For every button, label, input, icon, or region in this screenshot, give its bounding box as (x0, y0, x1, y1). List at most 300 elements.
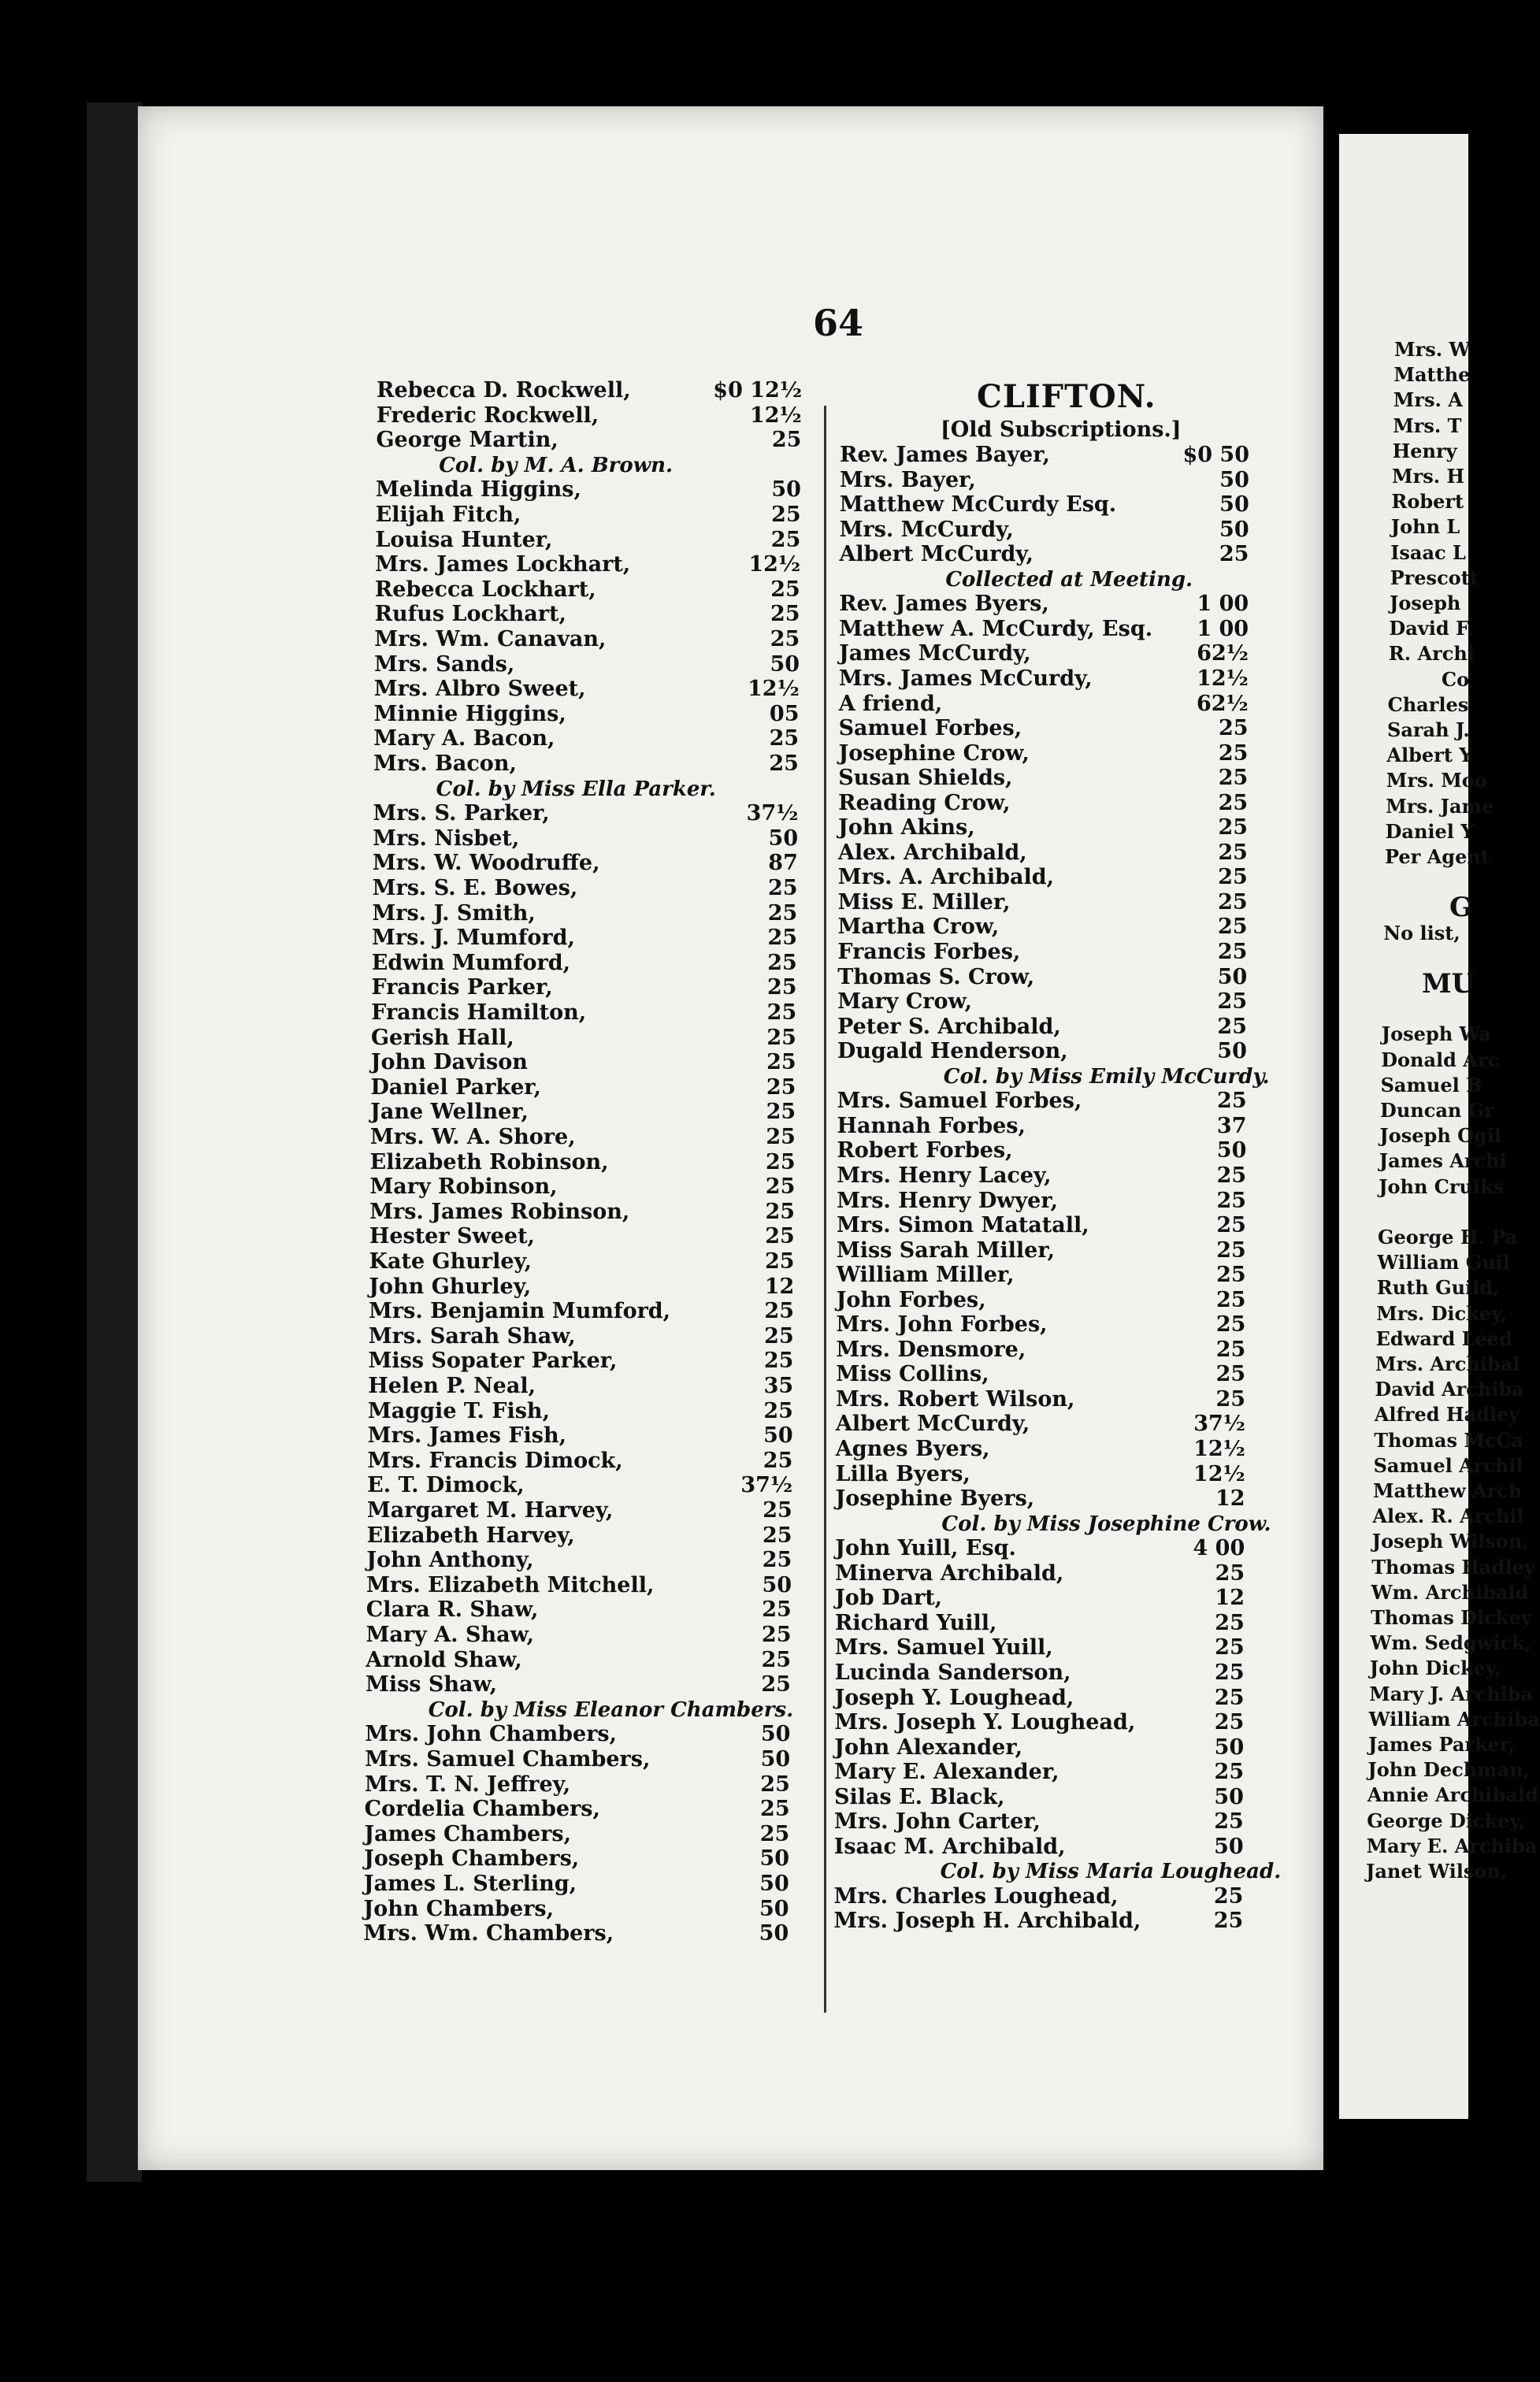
subscription-amount: 25 (771, 503, 801, 527)
subscriber-row (373, 751, 799, 777)
subscriber-name: Mrs. Charles Loughead, (833, 1883, 1119, 1909)
subscriber-name: Isaac M. Archibald, (833, 1834, 1066, 1859)
subscriber-row (366, 1597, 792, 1623)
subscription-amount: $0 50 (1182, 443, 1249, 467)
subscription-amount: 12 (1215, 1586, 1245, 1611)
subscription-amount: 25 (770, 527, 801, 552)
subscriber-name: Rebecca D. Rockwell, (377, 378, 631, 403)
subscription-amount: 25 (766, 1025, 796, 1050)
subscriber-name: Francis Hamilton, (371, 1000, 587, 1025)
subscriber-row (837, 1288, 1246, 1313)
next-page-text-fragment: Matthe (1393, 363, 1471, 387)
subscriber-row (833, 1909, 1243, 1934)
subscriber-name: Mrs. James Lockhart, (375, 552, 631, 577)
subscriber-name: Mrs. J. Mumford, (372, 926, 575, 951)
subscriber-name: Mrs. J. Smith, (372, 900, 536, 926)
subscriber-name: Louisa Hunter, (375, 527, 553, 552)
subscriber-row (835, 1660, 1245, 1686)
subscriber-name: Miss E. Miller, (837, 889, 1011, 915)
subscriber-name: Mrs. W. Woodruffe, (372, 851, 600, 876)
subscription-amount: 62½ (1197, 641, 1249, 666)
collector-label: Collected at Meeting. (945, 567, 1193, 592)
subscription-amount: 50 (762, 1572, 792, 1597)
subscriber-name: Mrs. Samuel Yuill, (834, 1635, 1053, 1660)
subscription-amount: 25 (1214, 1809, 1244, 1835)
subscriber-row (837, 1089, 1247, 1114)
subscriber-row (373, 851, 798, 876)
subscriber-row (838, 915, 1248, 940)
subscription-amount: 25 (1216, 1213, 1246, 1238)
subscription-amount: 25 (767, 950, 797, 975)
next-page-text-fragment: Janet Wilson, (1366, 1860, 1508, 1883)
subscriber-row (837, 1238, 1246, 1263)
next-page-text-fragment: John Dechman, (1367, 1758, 1530, 1782)
subscriber-row (838, 865, 1248, 890)
subscriber-name: Martha Crow, (837, 915, 1000, 940)
subscription-amount: 25 (760, 1772, 790, 1797)
collector-label: Col. by M. A. Brown. (439, 453, 674, 477)
subscriber-name: Mrs. Densmore, (836, 1337, 1026, 1362)
next-page-text-fragment: No list, (1383, 921, 1460, 944)
subscription-amount: 25 (1218, 840, 1248, 865)
subscriber-name: Gerish Hall, (370, 1025, 514, 1050)
next-page-text-fragment: Thomas Hadley (1371, 1555, 1535, 1579)
next-page-text-fragment: Donald Arc (1381, 1048, 1500, 1071)
subscriber-name: Mary Crow, (837, 989, 972, 1015)
subscription-amount: 25 (765, 1199, 796, 1224)
subscriber-name: Mrs. Francis Dimock, (367, 1448, 623, 1473)
next-page-text-fragment: Thomas McCa (1374, 1428, 1524, 1452)
next-page-text-fragment: Joseph (1390, 592, 1461, 614)
subscriber-name: Albert McCurdy, (839, 542, 1033, 567)
subscription-amount: 25 (1215, 1660, 1245, 1685)
subscriber-name: Mrs. S. E. Bowes, (372, 876, 578, 900)
next-page-text-fragment: John L (1390, 515, 1460, 539)
subscriber-row (366, 1623, 792, 1648)
subscription-amount: 25 (767, 900, 798, 926)
next-page-text-fragment: Prescott (1390, 566, 1479, 589)
subscriber-name: James McCurdy, (838, 641, 1031, 666)
next-page-text-fragment: Mary E. Archiba (1366, 1834, 1538, 1857)
next-page-text-fragment: Mrs. Jame (1386, 794, 1494, 818)
subscription-amount: 25 (1218, 766, 1249, 791)
next-page-text-fragment: Edward Leed (1375, 1326, 1512, 1350)
subscriber-row (372, 975, 797, 1000)
collector-label: Col. by Miss Emily McCurdy. (943, 1064, 1270, 1089)
subscriber-name: Mrs. Nisbet, (373, 826, 520, 851)
subscriber-name: William Miller, (836, 1263, 1015, 1288)
subscription-amount: 50 (768, 826, 799, 851)
subscriber-row (838, 766, 1248, 791)
subscriber-name: Thomas S. Crow, (837, 964, 1035, 989)
subscription-amount: 25 (1217, 915, 1248, 940)
subscription-amount: 50 (1219, 492, 1249, 518)
subscriber-name: Hester Sweet, (369, 1224, 535, 1249)
subscriber-row (834, 1710, 1244, 1735)
subscription-amount: 25 (1213, 1909, 1244, 1934)
subscriber-name: Matthew McCurdy Esq. (839, 492, 1117, 518)
subscriber-row (372, 926, 797, 951)
subscriber-name: Mrs. Bayer, (839, 467, 976, 492)
subscription-amount: 25 (759, 1821, 790, 1846)
subscriber-name: Mary Robinson, (369, 1174, 558, 1200)
subscription-amount: 37½ (746, 801, 799, 826)
subscriber-row (837, 940, 1247, 965)
subscriber-row (836, 1338, 1245, 1363)
subscription-amount: 25 (1218, 716, 1249, 741)
subscription-amount: 25 (761, 1647, 792, 1672)
subscriber-row (374, 627, 800, 652)
next-page-text-fragment: Robert (1391, 490, 1464, 514)
subscription-amount: 25 (1215, 1312, 1246, 1338)
next-page-text-fragment: Co (1442, 667, 1470, 691)
subscriber-name: Mrs. T. N. Jeffrey, (364, 1772, 571, 1797)
subscription-amount: 25 (769, 751, 799, 776)
subscriber-name: Francis Parker, (371, 975, 553, 1000)
next-page-text-fragment: George H. Pa (1378, 1226, 1518, 1249)
subscription-amount: 50 (759, 1921, 789, 1946)
subscriber-name: Josephine Crow, (838, 740, 1030, 766)
next-page-text-fragment: William Archiba (1368, 1707, 1540, 1731)
subscriber-name: Peter S. Archibald, (837, 1014, 1061, 1039)
book-spine (87, 102, 142, 2182)
subscriber-row (833, 1884, 1243, 1909)
subscription-amount: 25 (768, 876, 798, 900)
next-page-text-fragment: Joseph Ogil (1379, 1124, 1502, 1148)
collector-heading (373, 777, 799, 802)
subscription-amount: 05 (769, 701, 800, 726)
subscriber-name: Mrs. W. A. Shore, (369, 1125, 576, 1149)
subscription-amount: 25 (767, 926, 798, 951)
next-page-text-fragment: George Dickey, (1367, 1809, 1526, 1832)
subscription-amount: 25 (764, 1323, 794, 1349)
collector-label: Col. by Miss Eleanor Chambers. (428, 1697, 794, 1722)
subscriber-row (837, 1015, 1247, 1040)
next-page-text-fragment: Henry (1392, 439, 1457, 462)
subscriber-name: Mrs. Albro Sweet, (373, 677, 586, 702)
next-page-text-fragment: Thomas Dickey (1371, 1606, 1532, 1629)
subscription-amount: 12½ (1193, 1461, 1245, 1486)
subscriber-row (367, 1523, 792, 1549)
subscriber-row (364, 1846, 789, 1872)
subscriber-name: Mrs. S. Parker, (373, 801, 550, 826)
next-page-text-fragment: Mrs. T (1393, 414, 1462, 437)
subscriber-row (370, 1125, 796, 1150)
subscriber-row (370, 1100, 796, 1125)
subscriber-row (367, 1473, 792, 1498)
subscriber-name: A friend, (838, 691, 943, 716)
subscriber-row (369, 1274, 794, 1300)
subscriber-row (369, 1200, 795, 1225)
subscriber-name: Reading Crow, (838, 790, 1011, 815)
subscriber-name: Elizabeth Harvey, (366, 1523, 575, 1548)
subscriber-row (838, 815, 1248, 840)
subscription-amount: 25 (1216, 1188, 1247, 1213)
right-page-edge (1339, 134, 1540, 2119)
subscriber-name: Mrs. Elizabeth Mitchell, (366, 1572, 655, 1597)
page-number: 64 (813, 302, 864, 344)
subscription-amount: 25 (1217, 1014, 1247, 1039)
subscription-amount: 25 (1216, 1237, 1246, 1263)
subscription-amount: 50 (760, 1722, 791, 1747)
subscriber-row (838, 741, 1248, 766)
next-page-text-fragment: Alex. R. Archil (1372, 1505, 1524, 1528)
subscriber-row (376, 428, 801, 453)
subscription-amount: 25 (1218, 740, 1249, 766)
next-page-text-fragment: Samuel Archil (1373, 1453, 1523, 1477)
next-page-text-fragment: Mrs. Dickey, (1376, 1301, 1508, 1325)
subscription-amount: 12½ (748, 552, 801, 577)
subscription-amount: 25 (1215, 1386, 1246, 1412)
subscription-amount: 25 (1216, 1263, 1246, 1288)
subscription-amount: 12 (764, 1274, 795, 1299)
subscriber-name: John Alexander, (834, 1735, 1023, 1760)
subscriber-row (370, 1150, 796, 1175)
subscriber-row (839, 666, 1249, 692)
next-page-text-fragment: Mrs. Archibal (1375, 1352, 1520, 1375)
subscriber-row (373, 801, 798, 826)
subscriber-name: Margaret M. Harvey, (366, 1498, 614, 1523)
next-page-text-fragment: Mary J. Archiba (1369, 1682, 1534, 1705)
subscriber-name: James L. Sterling, (363, 1872, 577, 1896)
subscription-amount: 25 (769, 726, 800, 751)
subscriber-row (835, 1586, 1245, 1611)
next-page-text-fragment: Joseph Wilson, (1371, 1530, 1529, 1553)
subscriber-name: Jane Wellner, (370, 1100, 529, 1125)
subscription-amount: 25 (764, 1249, 795, 1274)
subscriber-name: Lucinda Sanderson, (834, 1660, 1071, 1685)
subscriber-name: Daniel Parker, (370, 1074, 541, 1100)
subscription-amount: 25 (1213, 1883, 1244, 1909)
subscriber-name: Arnold Shaw, (366, 1647, 522, 1672)
subscription-amount: 25 (760, 1797, 790, 1822)
subscription-amount: 25 (1218, 889, 1248, 915)
subscriber-name: Elizabeth Robinson, (369, 1149, 609, 1174)
subscriber-row (836, 1462, 1245, 1487)
subscription-amount: 25 (763, 1523, 792, 1548)
subscriber-row (375, 602, 800, 627)
next-page-text-fragment: Alfred Hadley (1374, 1403, 1520, 1427)
subscription-amount: 25 (1215, 1337, 1246, 1362)
subscriber-row (834, 1785, 1244, 1810)
subscriber-name: Clara R. Shaw, (366, 1597, 539, 1623)
subscriber-row (837, 1114, 1246, 1139)
subscriber-name: Miss Shaw, (365, 1672, 497, 1697)
subscriber-row (371, 1050, 796, 1075)
subscription-amount: 25 (1219, 542, 1249, 567)
subscription-amount: 25 (1216, 1163, 1247, 1188)
subscriber-row (365, 1747, 790, 1772)
subscriber-name: Mrs. Henry Dwyer, (837, 1188, 1059, 1213)
subscriber-row (840, 492, 1249, 518)
collector-label: Col. by Miss Ella Parker. (436, 777, 716, 801)
next-page-text-fragment: Samuel B (1380, 1073, 1482, 1096)
subscriber-row (371, 1026, 796, 1051)
subscriber-row (366, 1548, 792, 1573)
subscriber-row (835, 1635, 1245, 1660)
subscription-amount: 25 (765, 1174, 796, 1200)
subscriber-row (837, 989, 1247, 1015)
subscription-amount: 50 (1216, 1138, 1247, 1163)
subscriber-row (837, 1039, 1247, 1064)
subscriber-name: George Martin, (376, 428, 558, 453)
subscriber-row (375, 528, 800, 553)
subscription-amount: 35 (763, 1374, 794, 1398)
subscription-amount: 12½ (1193, 1437, 1245, 1461)
collector-label: Col. by Miss Josephine Crow. (941, 1512, 1271, 1536)
subscription-amount: 25 (770, 577, 800, 602)
subscriber-row (838, 840, 1248, 866)
subscription-amount: 37 (1216, 1113, 1247, 1138)
subscription-amount: 25 (1214, 1760, 1245, 1785)
subscription-amount: 25 (1216, 1287, 1246, 1312)
next-page-text-fragment: Per Agent (1385, 845, 1490, 868)
next-page-text-fragment: David F. (1389, 617, 1474, 640)
subscriber-row (839, 592, 1249, 617)
subscription-amount: 50 (1214, 1784, 1244, 1809)
subscriber-row (372, 901, 797, 926)
subscription-amount: 25 (1215, 1560, 1245, 1586)
subscriber-name: Mrs. Simon Matatall, (836, 1213, 1089, 1238)
subscriber-name: John Chambers, (363, 1896, 555, 1921)
subscriber-name: Mrs. Joseph Y. Loughead, (834, 1710, 1136, 1735)
next-page-text-fragment: David Archiba (1375, 1378, 1524, 1401)
subscription-amount: 25 (761, 1623, 792, 1647)
next-page-text-fragment: Ruth Guild, (1376, 1276, 1500, 1300)
subscriber-row (376, 503, 801, 528)
subscriber-name: Francis Forbes, (837, 940, 1021, 964)
subscription-amount: 25 (770, 627, 800, 651)
next-page-text-fragment: John Dickey, (1369, 1657, 1501, 1680)
subscriber-name: Rebecca Lockhart, (374, 577, 596, 602)
subscriber-name: Mrs. Joseph H. Archibald, (833, 1909, 1141, 1934)
collector-heading (837, 1064, 1270, 1089)
subscriber-row (836, 1437, 1245, 1462)
subscriber-name: Lilla Byers, (835, 1461, 970, 1486)
subscriber-name: Samuel Forbes, (838, 716, 1022, 741)
subscription-amount: 25 (766, 975, 797, 1000)
subscriber-name: Mary E. Alexander, (834, 1760, 1059, 1785)
collector-heading (834, 1859, 1282, 1884)
subscriber-row (372, 951, 797, 976)
subscriber-name: Mrs. Bacon, (373, 751, 517, 776)
collector-heading (366, 1697, 794, 1723)
subscription-amount: 50 (770, 651, 800, 677)
subscription-amount: 25 (1218, 865, 1248, 890)
subscriber-row (375, 577, 800, 603)
subscription-amount: 50 (1219, 517, 1249, 542)
next-page-text-fragment: R. Archi (1388, 642, 1475, 666)
subscriber-name: Mrs. Benjamin Mumford, (369, 1299, 671, 1324)
subscription-amount: 50 (763, 1423, 793, 1449)
subscriber-row (364, 1872, 789, 1897)
next-page-text-fragment: Sarah J. (1387, 718, 1470, 741)
subscriber-name: Mrs. John Chambers, (365, 1722, 618, 1747)
subscription-amount: 25 (765, 1224, 795, 1249)
subscriber-name: Mrs. Sarah Shaw, (368, 1323, 576, 1349)
subscriber-row (839, 692, 1249, 717)
subscriber-name: Miss Collins, (836, 1362, 989, 1387)
subscriber-row (377, 403, 802, 429)
subscriber-name: Frederic Rockwell, (376, 403, 599, 428)
subscription-amount: 50 (1217, 1039, 1247, 1064)
subscriber-name: Melinda Higgins, (375, 477, 581, 503)
subscriber-row (368, 1374, 793, 1399)
subscriber-name: Matthew A. McCurdy, Esq. (839, 616, 1153, 641)
subscriber-row (837, 1138, 1246, 1163)
subscriber-name: Elijah Fitch, (375, 503, 521, 527)
subscription-amount: 25 (1214, 1685, 1245, 1710)
subscription-amount: 25 (766, 1050, 796, 1075)
subscriber-name: John Akins, (838, 815, 975, 840)
subscriber-name: Rev. James Byers, (839, 592, 1049, 617)
subscriber-name: Mary A. Shaw, (366, 1623, 535, 1647)
subscriber-name: Rev. James Bayer, (840, 443, 1050, 467)
subscriber-name: Mrs. Robert Wilson, (836, 1386, 1075, 1412)
subscriber-row (834, 1760, 1244, 1785)
subscriber-row (365, 1772, 790, 1798)
subscriber-name: Dugald Henderson, (837, 1039, 1068, 1064)
subscriber-row (369, 1249, 795, 1274)
subscriber-name: John Yuill, Esq. (835, 1536, 1016, 1561)
collector-heading (839, 567, 1249, 592)
next-page-text-fragment: James Archi (1379, 1149, 1507, 1173)
subscription-amount: 50 (1219, 467, 1249, 492)
subscription-amount: 12 (1215, 1486, 1245, 1512)
subscription-amount: 25 (1217, 940, 1248, 964)
next-page-text-fragment: Mrs. W (1394, 338, 1471, 361)
subscriber-row (365, 1722, 790, 1747)
next-page-text-fragment: Mrs. A (1393, 388, 1463, 412)
subscription-amount: 25 (771, 428, 802, 453)
subscriber-name: John Davison (370, 1050, 528, 1075)
subscription-amount: 50 (759, 1896, 789, 1921)
old-subscriptions-subheading: [Old Subscriptions.] (941, 417, 1182, 442)
subscription-amount: 1 00 (1197, 592, 1249, 617)
subscriber-row (836, 1312, 1245, 1338)
subscriber-row (837, 1263, 1246, 1288)
subscriber-name: Joseph Chambers, (364, 1846, 580, 1872)
collector-heading (376, 453, 801, 478)
subscription-amount: 25 (766, 1074, 796, 1100)
subscriber-row (364, 1897, 789, 1922)
subscriber-row (366, 1672, 791, 1697)
subscription-amount: 50 (1214, 1834, 1244, 1859)
subscriber-name: Mary A. Bacon, (373, 726, 555, 751)
subscriber-row (374, 652, 800, 677)
subscriber-name: Maggie T. Fish, (367, 1398, 550, 1423)
next-page-text-fragment: Matthew Arch (1373, 1479, 1523, 1502)
subscription-amount: 25 (1217, 989, 1248, 1015)
next-page-text-fragment: James Parker, (1368, 1733, 1516, 1756)
subscriber-name: E. T. Dimock, (367, 1473, 525, 1498)
subscriber-row (837, 1189, 1246, 1214)
subscriber-name: Mrs. James Robinson, (369, 1199, 630, 1224)
subscriber-name: Joseph Y. Loughead, (834, 1685, 1074, 1710)
subscriber-name: Mrs. A. Archibald, (837, 865, 1055, 890)
subscriber-name: Rufus Lockhart, (374, 602, 566, 627)
next-page-text-fragment: John Cruiks (1379, 1174, 1505, 1198)
subscriber-name: Mrs. James McCurdy, (838, 666, 1093, 691)
subscriber-row (837, 1213, 1246, 1238)
subscriber-name: Richard Yuill, (834, 1610, 997, 1635)
subscription-amount: 25 (763, 1398, 793, 1423)
subscription-amount: 50 (1217, 964, 1248, 989)
subscriber-name: Hannah Forbes, (837, 1113, 1026, 1138)
subscriber-row (369, 1174, 795, 1200)
subscriber-name: Minnie Higgins, (373, 701, 566, 726)
subscriber-row (366, 1648, 791, 1673)
